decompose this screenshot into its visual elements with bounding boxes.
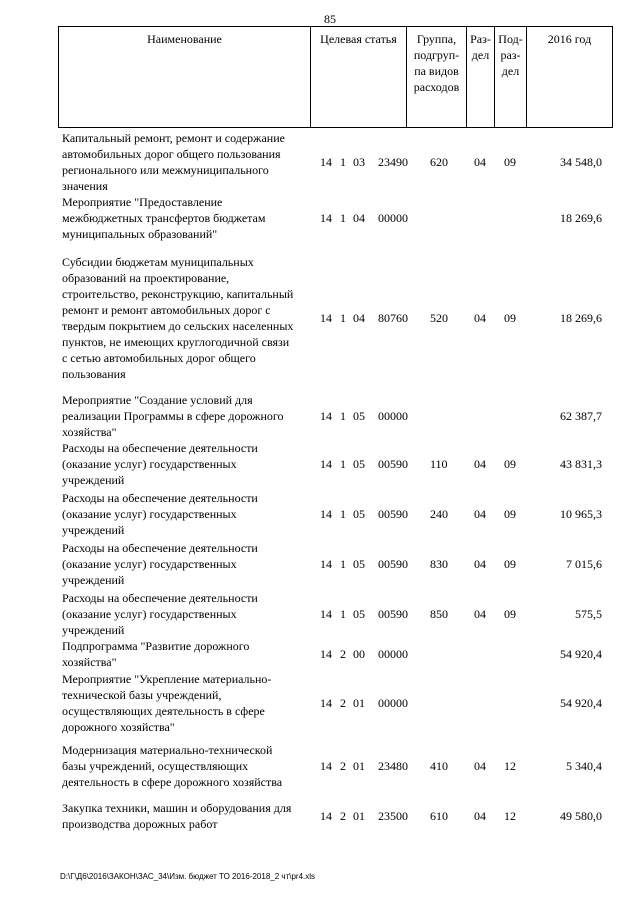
row-name-line: (оказание услуг) государственных bbox=[62, 557, 237, 571]
header-name-label: Наименование bbox=[147, 32, 222, 46]
subsection-code: 09 bbox=[504, 457, 516, 471]
target-code-3: 03 bbox=[353, 155, 365, 169]
target-code-1: 14 bbox=[320, 507, 332, 521]
target-code-1: 14 bbox=[320, 809, 332, 823]
section-code: 04 bbox=[474, 155, 486, 169]
row-name bbox=[62, 490, 312, 538]
header-target bbox=[310, 26, 406, 128]
expense-group: 830 bbox=[430, 557, 448, 571]
header-section-line: дел bbox=[471, 48, 490, 62]
row-name-line: Мероприятие "Создание условий для bbox=[62, 393, 253, 407]
row-name bbox=[62, 440, 312, 488]
amount-2016: 18 269,6 bbox=[560, 211, 602, 225]
target-code-3: 05 bbox=[353, 409, 365, 423]
row-name-line: осуществляющих деятельность в сфере bbox=[62, 704, 265, 718]
header-name bbox=[58, 26, 310, 128]
header-subsection-line: дел bbox=[501, 64, 520, 78]
subsection-code: 09 bbox=[504, 557, 516, 571]
target-code-2: 2 bbox=[340, 809, 346, 823]
header-section bbox=[466, 26, 494, 128]
row-name-line: Расходы на обеспечение деятельности bbox=[62, 591, 258, 605]
expense-group: 410 bbox=[430, 759, 448, 773]
target-code-1: 14 bbox=[320, 155, 332, 169]
amount-2016: 575,5 bbox=[575, 607, 602, 621]
row-name bbox=[62, 590, 312, 638]
target-code-3: 04 bbox=[353, 311, 365, 325]
expense-group: 610 bbox=[430, 809, 448, 823]
row-name-line: автомобильных дорог общего пользования bbox=[62, 147, 281, 161]
row-name-line: твердым покрытием до сельских населенных bbox=[62, 319, 294, 333]
row-name bbox=[62, 194, 312, 242]
target-code-4: 23480 bbox=[378, 759, 408, 773]
row-name-line: Мероприятие "Укрепление материально- bbox=[62, 672, 272, 686]
row-name-line: пользования bbox=[62, 367, 126, 381]
section-code: 04 bbox=[474, 507, 486, 521]
target-code-1: 14 bbox=[320, 759, 332, 773]
row-name-line: Расходы на обеспечение деятельности bbox=[62, 441, 258, 455]
target-code-4: 00000 bbox=[378, 647, 408, 661]
amount-2016: 49 580,0 bbox=[560, 809, 602, 823]
header-year bbox=[526, 26, 613, 128]
target-code-2: 2 bbox=[340, 696, 346, 710]
row-name-line: значения bbox=[62, 179, 108, 193]
row-name-line: хозяйства" bbox=[62, 425, 117, 439]
row-name-line: строительство, реконструкцию, капитальный bbox=[62, 287, 294, 301]
expense-group: 110 bbox=[430, 457, 448, 471]
page-number: 85 bbox=[324, 12, 336, 26]
row-name-line: дорожного хозяйства" bbox=[62, 720, 175, 734]
target-code-4: 00000 bbox=[378, 211, 408, 225]
header-subsection-line: раз- bbox=[500, 48, 521, 62]
target-code-1: 14 bbox=[320, 409, 332, 423]
target-code-1: 14 bbox=[320, 647, 332, 661]
row-name-line: технической базы учреждений, bbox=[62, 688, 222, 702]
target-code-2: 2 bbox=[340, 647, 346, 661]
header-subsection-line: Под- bbox=[498, 32, 523, 46]
target-code-4: 80760 bbox=[378, 311, 408, 325]
row-name bbox=[62, 671, 312, 735]
header-subsection bbox=[494, 26, 526, 128]
row-name-line: Мероприятие "Предоставление bbox=[62, 195, 223, 209]
amount-2016: 5 340,4 bbox=[566, 759, 602, 773]
section-code: 04 bbox=[474, 557, 486, 571]
header-group-line: расходов bbox=[413, 80, 460, 94]
row-name bbox=[62, 800, 312, 832]
target-code-2: 1 bbox=[340, 155, 346, 169]
target-code-3: 05 bbox=[353, 557, 365, 571]
row-name bbox=[62, 742, 312, 790]
target-code-4: 00590 bbox=[378, 507, 408, 521]
row-name-line: Расходы на обеспечение деятельности bbox=[62, 491, 258, 505]
row-name-line: регионального или межмуниципального bbox=[62, 163, 269, 177]
row-name-line: с сетью автомобильных дорог общего bbox=[62, 351, 256, 365]
target-code-2: 1 bbox=[340, 607, 346, 621]
row-name-line: Закупка техники, машин и оборудования для bbox=[62, 801, 292, 815]
amount-2016: 18 269,6 bbox=[560, 311, 602, 325]
row-name-line: Субсидии бюджетам муниципальных bbox=[62, 255, 254, 269]
subsection-code: 09 bbox=[504, 311, 516, 325]
row-name-line: (оказание услуг) государственных bbox=[62, 607, 237, 621]
row-name-line: Расходы на обеспечение деятельности bbox=[62, 541, 258, 555]
target-code-3: 05 bbox=[353, 507, 365, 521]
subsection-code: 09 bbox=[504, 607, 516, 621]
section-code: 04 bbox=[474, 457, 486, 471]
amount-2016: 43 831,3 bbox=[560, 457, 602, 471]
row-name-line: реализации Программы в сфере дорожного bbox=[62, 409, 284, 423]
amount-2016: 54 920,4 bbox=[560, 647, 602, 661]
amount-2016: 7 015,6 bbox=[566, 557, 602, 571]
target-code-4: 00590 bbox=[378, 607, 408, 621]
target-code-4: 00000 bbox=[378, 409, 408, 423]
row-name-line: пунктов, не имеющих круглогодичной связи bbox=[62, 335, 290, 349]
target-code-1: 14 bbox=[320, 557, 332, 571]
target-code-2: 1 bbox=[340, 557, 346, 571]
target-code-4: 00000 bbox=[378, 696, 408, 710]
row-name bbox=[62, 254, 312, 382]
target-code-3: 00 bbox=[353, 647, 365, 661]
section-code: 04 bbox=[474, 311, 486, 325]
row-name-line: (оказание услуг) государственных bbox=[62, 507, 237, 521]
row-name-line: (оказание услуг) государственных bbox=[62, 457, 237, 471]
section-code: 04 bbox=[474, 809, 486, 823]
target-code-3: 05 bbox=[353, 457, 365, 471]
amount-2016: 62 387,7 bbox=[560, 409, 602, 423]
expense-group: 520 bbox=[430, 311, 448, 325]
row-name-line: базы учреждений, осуществляющих bbox=[62, 759, 249, 773]
subsection-code: 12 bbox=[504, 759, 516, 773]
header-year-label: 2016 год bbox=[547, 32, 592, 46]
amount-2016: 10 965,3 bbox=[560, 507, 602, 521]
target-code-4: 00590 bbox=[378, 557, 408, 571]
header-group-line: па видов bbox=[414, 64, 459, 78]
row-name bbox=[62, 540, 312, 588]
amount-2016: 54 920,4 bbox=[560, 696, 602, 710]
row-name-line: Капитальный ремонт, ремонт и содержание bbox=[62, 131, 285, 145]
amount-2016: 34 548,0 bbox=[560, 155, 602, 169]
row-name-line: ремонт и ремонт автомобильных дорог с bbox=[62, 303, 271, 317]
expense-group: 620 bbox=[430, 155, 448, 169]
target-code-2: 1 bbox=[340, 457, 346, 471]
row-name-line: Подпрограмма "Развитие дорожного bbox=[62, 639, 250, 653]
subsection-code: 09 bbox=[504, 507, 516, 521]
target-code-1: 14 bbox=[320, 696, 332, 710]
row-name-line: производства дорожных работ bbox=[62, 817, 218, 831]
table-header bbox=[58, 26, 613, 128]
header-group bbox=[406, 26, 466, 128]
row-name-line: учреждений bbox=[62, 623, 125, 637]
row-name-line: образований на проектирование, bbox=[62, 271, 230, 285]
row-name-line: Модернизация материально-технической bbox=[62, 743, 273, 757]
target-code-4: 23500 bbox=[378, 809, 408, 823]
section-code: 04 bbox=[474, 759, 486, 773]
target-code-2: 1 bbox=[340, 409, 346, 423]
subsection-code: 09 bbox=[504, 155, 516, 169]
row-name-line: учреждений bbox=[62, 473, 125, 487]
target-code-2: 1 bbox=[340, 311, 346, 325]
header-group-line: Группа, bbox=[416, 32, 457, 46]
target-code-4: 23490 bbox=[378, 155, 408, 169]
row-name-line: деятельность в сфере дорожного хозяйства bbox=[62, 775, 283, 789]
target-code-3: 05 bbox=[353, 607, 365, 621]
target-code-1: 14 bbox=[320, 457, 332, 471]
subsection-code: 12 bbox=[504, 809, 516, 823]
target-code-3: 04 bbox=[353, 211, 365, 225]
row-name-line: учреждений bbox=[62, 523, 125, 537]
target-code-2: 1 bbox=[340, 507, 346, 521]
row-name-line: учреждений bbox=[62, 573, 125, 587]
expense-group: 240 bbox=[430, 507, 448, 521]
target-code-4: 00590 bbox=[378, 457, 408, 471]
row-name bbox=[62, 392, 312, 440]
target-code-2: 1 bbox=[340, 211, 346, 225]
header-group-line: подгруп- bbox=[413, 48, 460, 62]
file-path-footer: D:\Г\Д6\2016\ЗАКОН\ЗАС_34\Изм. бюджет ТО 2016-2018_2 чт\pr4.xls bbox=[60, 872, 316, 881]
header-section-line: Раз- bbox=[470, 32, 491, 46]
row-name-line: межбюджетных трансфертов бюджетам bbox=[62, 211, 266, 225]
target-code-3: 01 bbox=[353, 759, 365, 773]
row-name bbox=[62, 130, 312, 194]
row-name-line: муниципальных образований" bbox=[62, 227, 218, 241]
header-target-label: Целевая статья bbox=[320, 32, 397, 46]
target-code-1: 14 bbox=[320, 607, 332, 621]
section-code: 04 bbox=[474, 607, 486, 621]
target-code-2: 2 bbox=[340, 759, 346, 773]
row-name bbox=[62, 638, 312, 670]
target-code-3: 01 bbox=[353, 696, 365, 710]
target-code-3: 01 bbox=[353, 809, 365, 823]
target-code-1: 14 bbox=[320, 311, 332, 325]
target-code-1: 14 bbox=[320, 211, 332, 225]
expense-group: 850 bbox=[430, 607, 448, 621]
row-name-line: хозяйства" bbox=[62, 655, 117, 669]
